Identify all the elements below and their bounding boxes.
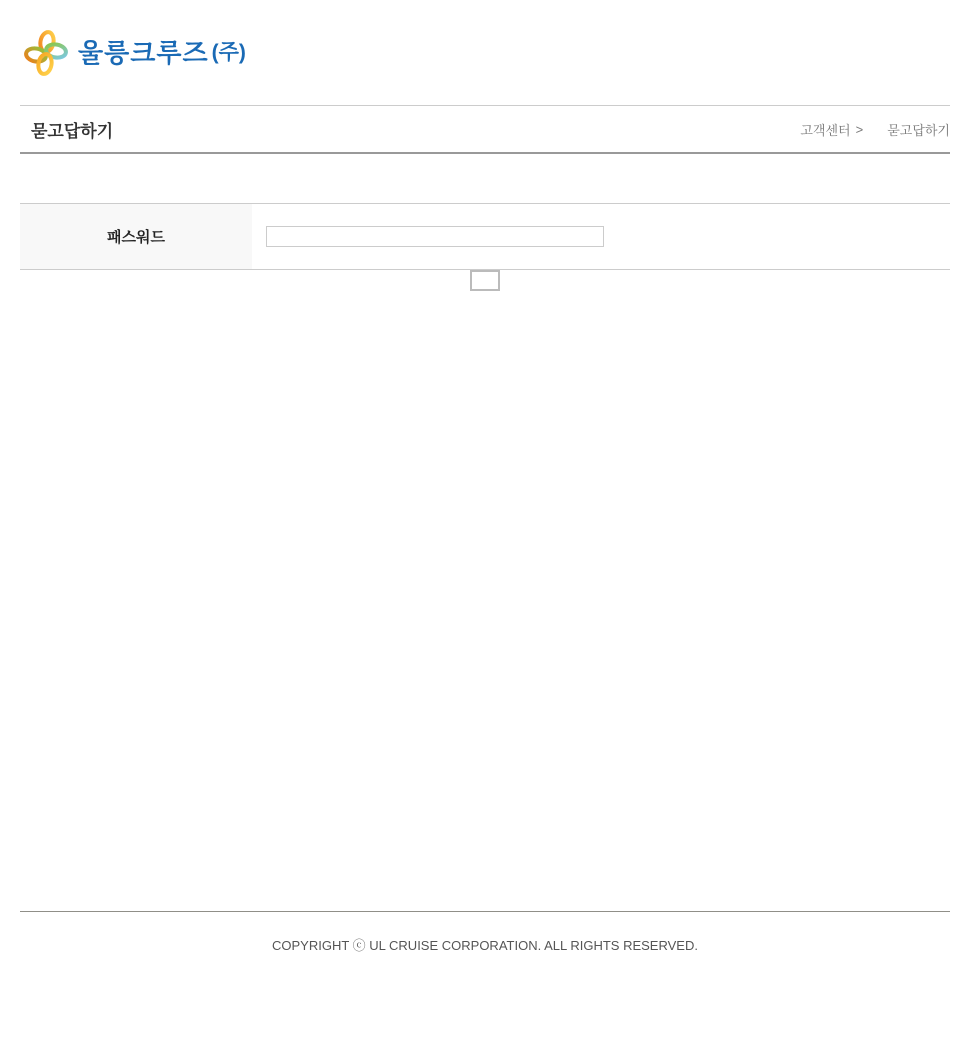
breadcrumb-separator: >: [855, 121, 864, 137]
logo[interactable]: [24, 30, 254, 76]
password-table: [20, 203, 950, 270]
table-row: [20, 204, 950, 270]
logo-company-suffix: (주): [211, 41, 246, 64]
submit-button[interactable]: [470, 270, 500, 291]
page-title: 묻고답하기: [31, 121, 114, 141]
site-footer: [20, 911, 950, 952]
logo-company-name: 울릉크루즈: [78, 38, 209, 68]
site-header: [0, 0, 970, 105]
password-label: 패스워드: [20, 204, 252, 270]
password-cell: [252, 204, 950, 270]
breadcrumb-parent[interactable]: 고객센터: [800, 122, 851, 138]
breadcrumb: [800, 120, 950, 139]
main-content: [0, 105, 970, 291]
password-input[interactable]: [266, 226, 604, 247]
submit-wrap: [0, 270, 970, 291]
copyright-text: COPYRIGHT ⓒ UL CRUISE CORPORATION. ALL RIGHTS RESERVED.: [272, 938, 698, 953]
title-bar: [20, 105, 950, 154]
breadcrumb-current: 묻고답하기: [887, 122, 950, 138]
flower-pinwheel-icon: [24, 30, 68, 76]
